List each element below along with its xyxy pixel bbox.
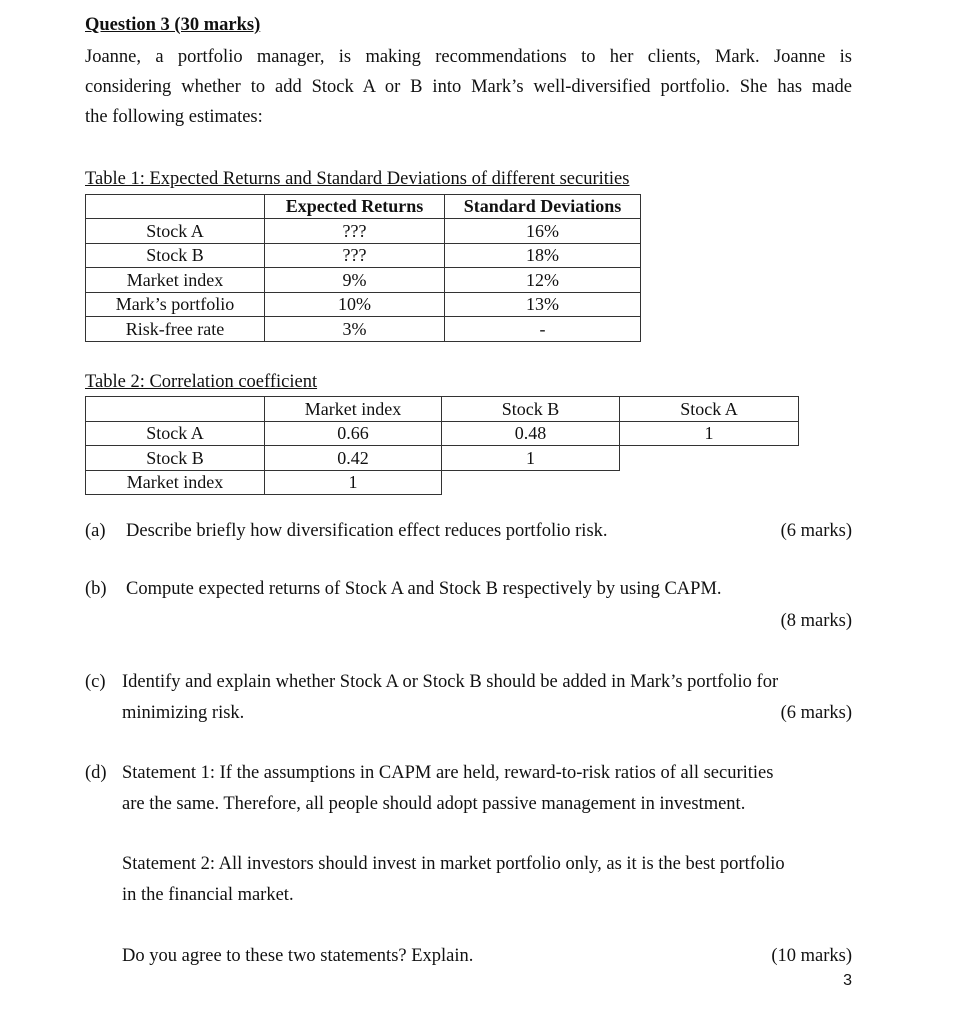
part-a-label: (a) <box>85 521 106 541</box>
row-label: Stock B <box>86 243 265 268</box>
table-header-row <box>86 195 641 219</box>
table-row <box>86 421 799 446</box>
table-row <box>86 470 799 495</box>
part-d-text: Statement 2: All investors should invest in market portfolio only, as it is the best portfolio <box>122 854 785 874</box>
part-c-marks: (6 marks) <box>780 703 852 723</box>
cell: 13% <box>445 292 641 317</box>
header-cell: Market index <box>265 397 442 422</box>
part-b-marks: (8 marks) <box>780 611 852 631</box>
row-label: Risk-free rate <box>86 317 265 342</box>
header-cell: Standard Deviations <box>445 195 641 219</box>
table-row <box>86 317 641 342</box>
header-cell: Stock B <box>442 397 620 422</box>
cell: 1 <box>442 446 620 471</box>
intro-line: considering whether to add Stock A or B into Mark’s well-diversified portfolio. She has made <box>85 77 852 97</box>
cell: 0.42 <box>265 446 442 471</box>
table-row <box>86 292 641 317</box>
empty-cell <box>620 470 799 495</box>
cell: 12% <box>445 268 641 293</box>
part-d-text: Statement 1: If the assumptions in CAPM are held, reward-to-risk ratios of all securities <box>122 763 774 783</box>
cell: - <box>445 317 641 342</box>
row-label: Market index <box>86 470 265 495</box>
cell: 0.66 <box>265 421 442 446</box>
table-row <box>86 446 799 471</box>
part-b-text: Compute expected returns of Stock A and Stock B respectively by using CAPM. <box>126 579 722 599</box>
part-c-text: Identify and explain whether Stock A or Stock B should be added in Mark’s portfolio for <box>122 672 779 692</box>
empty-cell <box>442 470 620 495</box>
part-d-marks: (10 marks) <box>771 946 852 966</box>
intro-line: the following estimates: <box>85 107 263 127</box>
part-b-label: (b) <box>85 579 107 599</box>
part-d-text: Do you agree to these two statements? Explain. <box>122 946 474 966</box>
header-cell: Expected Returns <box>265 195 445 219</box>
cell: 1 <box>265 470 442 495</box>
cell: 0.48 <box>442 421 620 446</box>
part-d-text: in the financial market. <box>122 885 294 905</box>
table-row <box>86 219 641 244</box>
part-d-text: are the same. Therefore, all people should adopt passive management in investment. <box>122 794 746 814</box>
cell: 1 <box>620 421 799 446</box>
cell: 3% <box>265 317 445 342</box>
row-label: Stock B <box>86 446 265 471</box>
table-row <box>86 243 641 268</box>
cell: 10% <box>265 292 445 317</box>
table2-caption: Table 2: Correlation coefficient <box>85 372 318 392</box>
row-label: Market index <box>86 268 265 293</box>
part-a-text: Describe briefly how diversification effect reduces portfolio risk. <box>126 521 608 541</box>
row-label: Stock A <box>86 421 265 446</box>
table1-caption: Table 1: Expected Returns and Standard Deviations of different securities <box>85 169 630 189</box>
part-c-label: (c) <box>85 672 106 692</box>
table-row <box>86 268 641 293</box>
part-d-label: (d) <box>85 763 107 783</box>
table1 <box>85 194 641 342</box>
row-label: Mark’s portfolio <box>86 292 265 317</box>
row-label: Stock A <box>86 219 265 244</box>
table-header-row <box>86 397 799 422</box>
cell: ??? <box>265 243 445 268</box>
header-cell <box>86 397 265 422</box>
header-cell: Stock A <box>620 397 799 422</box>
empty-cell <box>620 446 799 471</box>
intro-line: Joanne, a portfolio manager, is making recommendations to her clients, Mark. Joanne is <box>85 47 852 67</box>
part-c-text: minimizing risk. <box>122 703 245 723</box>
cell: 16% <box>445 219 641 244</box>
header-cell <box>86 195 265 219</box>
part-a-marks: (6 marks) <box>780 521 852 541</box>
page-number: 3 <box>843 972 852 989</box>
cell: 18% <box>445 243 641 268</box>
cell: 9% <box>265 268 445 293</box>
question-title: Question 3 (30 marks) <box>85 15 261 35</box>
table2 <box>85 396 799 495</box>
cell: ??? <box>265 219 445 244</box>
